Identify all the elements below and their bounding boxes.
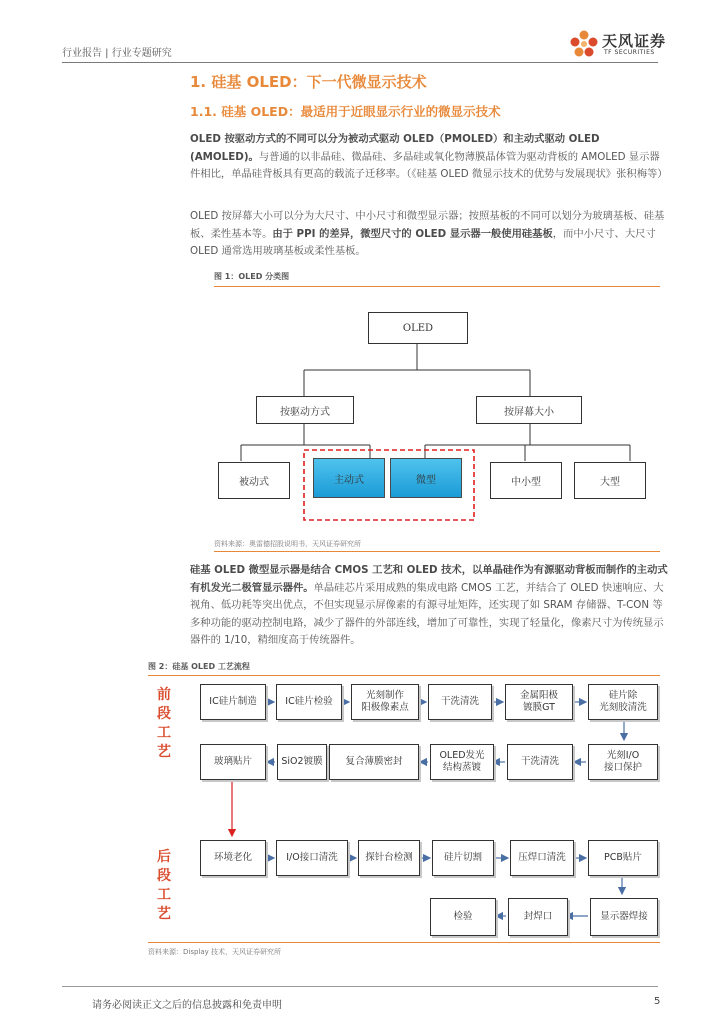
step-ic-wafer-manufacturing: IC硅片制造 bbox=[200, 684, 266, 720]
page-number: 5 bbox=[654, 996, 661, 1007]
step-pcb-mounting: PCB贴片 bbox=[588, 840, 658, 876]
figure-1-title: 图 1：OLED 分类图 bbox=[214, 272, 290, 281]
step-bond-pad-clean: 压焊口清洗 bbox=[510, 840, 574, 876]
node-micro: 微型 bbox=[390, 458, 462, 498]
step-dry-clean-1: 干洗清洗 bbox=[428, 684, 492, 720]
paragraph-2-bold: 由于 PPI 的差异，微型尺寸的 OLED 显示器一般使用硅基板 bbox=[272, 227, 553, 240]
footer-disclaimer: 请务必阅读正文之后的信息披露和免责申明 bbox=[92, 1000, 282, 1011]
footer-divider bbox=[62, 986, 658, 987]
node-passive: 被动式 bbox=[218, 462, 290, 499]
paragraph-1-bold: OLED 按驱动方式的不同可以分为被动式驱动 OLED（PMOLED）和主动式驱动 OLED (AMOLED)。 bbox=[190, 133, 600, 163]
paragraph-3-bold: 硅基 OLED 微型显示器是结合 CMOS 工艺和 OLED 技术，以单晶硅作为有源驱动背板而制作的主动式有机发光二极管显示器件。 bbox=[190, 564, 668, 594]
step-display-welding: 显示器焊接 bbox=[590, 898, 658, 936]
figure-2-source: 资料来源：Display 技术，天风证券研究所 bbox=[148, 948, 282, 956]
paragraph-3-text: 单晶硅芯片采用成熟的集成电路 CMOS 工艺，并结合了 OLED 快速响应、大视角、低功耗等突出优点，不但实现显示屏像素的有源寻址矩阵，还实现了如 SRAM 存储器、T-CON 等多种功能的驱动控制电路，减少了器件的外部连线，增加了可靠性，实现了轻量化，像素尺寸为传统显示器件的 1/10，精细度高于传统器件。 bbox=[190, 581, 664, 646]
node-by-drive-method: 按驱动方式 bbox=[256, 396, 354, 424]
step-glass-mounting: 玻璃贴片 bbox=[200, 744, 266, 780]
logo-text-cn: 天风证券 bbox=[602, 32, 667, 50]
node-by-screen-size: 按屏幕大小 bbox=[476, 396, 582, 424]
paragraph-2-text-b: ，而中小尺寸、大尺寸 OLED 通常选用玻璃基板或柔性基板。 bbox=[190, 227, 656, 257]
front-process-label: 前段工艺 bbox=[157, 687, 171, 760]
paragraph-1-text: 与普通的以非晶硅、微晶硅、多晶硅或氧化物薄膜晶体管为驱动背板的 AMOLED 显示器件相比，单晶硅背板具有更高的载流子迁移率。（《硅基 OLED 微显示技术的优势与发展现状》张积梅等） bbox=[190, 150, 668, 180]
paragraph-2-text-a: OLED 按屏幕大小可以分为大尺寸、中小尺寸和微型显示器；按照基板的不同可以划分为玻璃基板、硅基板、柔性基本等。 bbox=[190, 210, 665, 240]
step-probe-station-test: 探针台检测 bbox=[358, 840, 420, 876]
header-breadcrumb: 行业报告 | 行业专题研究 bbox=[62, 48, 172, 59]
step-environmental-aging: 环境老化 bbox=[200, 840, 266, 876]
back-process-label: 后段工艺 bbox=[157, 849, 171, 922]
step-seal-pad: 封焊口 bbox=[508, 898, 568, 936]
figure-2-bottom-rule bbox=[148, 942, 660, 943]
node-oled-root: OLED bbox=[368, 312, 468, 344]
subsection-title: 1.1. 硅基 OLED：最适用于近眼显示行业的微显示技术 bbox=[190, 104, 501, 119]
step-inspection: 检验 bbox=[430, 898, 496, 936]
step-photoresist-removal: 硅片除 光刻胶清洗 bbox=[588, 684, 658, 720]
step-metal-anode-coating: 金属阳极 镀膜GT bbox=[505, 684, 573, 720]
logo-text-en: TF SECURITIES bbox=[604, 49, 655, 56]
step-photolithography-anode: 光刻制作 阳极像素点 bbox=[351, 684, 419, 720]
step-wafer-dicing: 硅片切割 bbox=[432, 840, 494, 876]
step-io-interface-clean: I/O接口清洗 bbox=[276, 840, 348, 876]
step-io-protection: 光刻I/O 接口保护 bbox=[588, 744, 658, 780]
node-mid-small: 中小型 bbox=[490, 462, 562, 499]
figure-1-source: 资料来源：奥雷德招股说明书，天风证券研究所 bbox=[214, 540, 361, 548]
step-oled-evaporation: OLED发光 结构蒸镀 bbox=[430, 744, 494, 780]
node-active: 主动式 bbox=[313, 458, 385, 498]
step-sio2-coating: SiO2镀膜 bbox=[277, 744, 327, 780]
step-dry-clean-2: 干洗清洗 bbox=[507, 744, 573, 780]
node-large: 大型 bbox=[574, 462, 646, 499]
figure-2-title: 图 2：硅基 OLED 工艺流程 bbox=[148, 662, 250, 671]
step-ic-wafer-inspection: IC硅片检验 bbox=[276, 684, 342, 720]
step-composite-film-sealing: 复合薄膜密封 bbox=[329, 744, 419, 780]
section-title: 1. 硅基 OLED：下一代微显示技术 bbox=[190, 73, 427, 91]
